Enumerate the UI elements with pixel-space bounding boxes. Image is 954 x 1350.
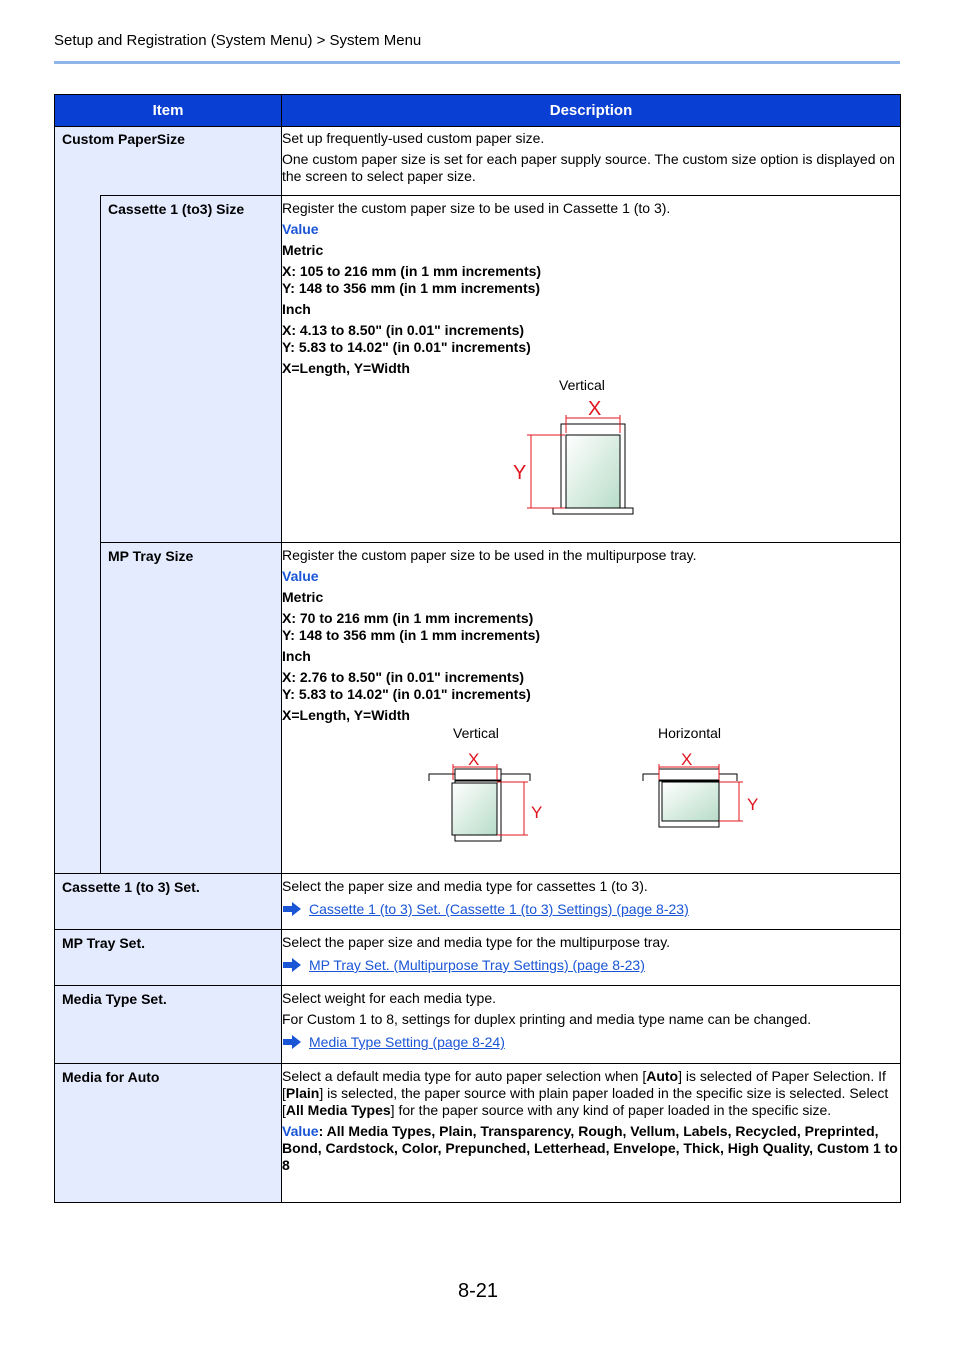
item-label-mp-tray-set: MP Tray Set. — [62, 935, 146, 951]
xy-note: X=Length, Y=Width — [282, 707, 410, 723]
table-row — [55, 986, 901, 1064]
inch-x-range: X: 4.13 to 8.50" (in 0.01" increments) — [282, 322, 525, 338]
figure-label-vertical: Vertical — [453, 725, 499, 741]
description-text: One custom paper size is set for each paper supply source. The custom size option is displayed on the screen to select paper size. — [282, 151, 895, 184]
mp-tray-settings-link[interactable]: MP Tray Set. (Multipurpose Tray Settings) (page 8-23) — [309, 957, 645, 973]
table-header-row — [55, 95, 901, 127]
inch-heading: Inch — [282, 301, 311, 317]
breadcrumb: Setup and Registration (System Menu) > System Menu — [54, 32, 422, 49]
value-heading: Value — [282, 221, 319, 237]
description-text — [282, 1068, 900, 1119]
text-run: Select a default media type for auto paper selection when [ — [282, 1068, 647, 1084]
mp-horizontal-x-label: X — [681, 750, 693, 769]
figure-label-horizontal: Horizontal — [658, 725, 722, 741]
description-cell — [282, 196, 901, 543]
text-run-bold: Plain — [285, 1085, 320, 1101]
metric-y-range: Y: 148 to 356 mm (in 1 mm increments) — [282, 280, 541, 296]
metric-y-range: Y: 148 to 356 mm (in 1 mm increments) — [282, 627, 541, 643]
description-text: Register the custom paper size to be used in the multipurpose tray. — [282, 547, 697, 563]
header-rule — [54, 61, 900, 64]
description-text: Select weight for each media type. — [282, 990, 497, 1006]
description-cell — [282, 543, 901, 874]
media-type-setting-link[interactable]: Media Type Setting (page 8-24) — [309, 1034, 505, 1050]
mp-horizontal-y-label: Y — [747, 795, 759, 814]
value-list-text: All Media Types, Plain, Transparency, Rough, Vellum, Labels, Recycled, Preprinted, Bond, Cardstock, Color, Prepunched, Letterhead, Envelope, Thick, High Quality, Custom 1 to 8 — [282, 1123, 898, 1173]
table-row — [55, 930, 901, 986]
mp-tray-figure — [282, 724, 900, 856]
text-run: ] for the paper source with any kind of paper loaded in the specific size. — [390, 1102, 832, 1118]
arrow-right-icon — [283, 1035, 301, 1049]
description-cell — [282, 127, 901, 196]
reference-link-row[interactable] — [282, 901, 900, 917]
inch-y-range: Y: 5.83 to 14.02" (in 0.01" increments) — [282, 686, 531, 702]
description-cell — [282, 1064, 901, 1203]
table-row — [55, 543, 901, 874]
text-run: ] is selected, the paper source with plain paper loaded in the specific size is selected. Select [ — [282, 1085, 889, 1118]
item-cell — [101, 543, 282, 874]
metric-heading: Metric — [282, 242, 324, 258]
item-label-cassette-set: Cassette 1 (to 3) Set. — [62, 879, 200, 895]
value-list — [282, 1123, 900, 1174]
item-label-cassette-size: Cassette 1 (to3) Size — [108, 201, 245, 217]
metric-x-range: X: 70 to 216 mm (in 1 mm increments) — [282, 610, 534, 626]
mp-vertical-tray-shape — [429, 769, 530, 841]
value-heading: Value — [282, 1123, 319, 1139]
mp-horizontal-tray-shape — [643, 769, 737, 827]
arrow-right-icon — [283, 902, 301, 916]
mp-vertical-x-label: X — [468, 750, 480, 769]
description-cell — [282, 986, 901, 1064]
item-cell — [55, 874, 282, 930]
text-run: ] is selected of Paper Selection. If [ — [282, 1068, 886, 1101]
arrow-right-icon — [283, 958, 301, 972]
text-run: : — [318, 1123, 324, 1139]
figure-label-vertical: Vertical — [559, 377, 605, 393]
cassette-tray-shape — [553, 424, 633, 514]
settings-table — [54, 94, 901, 1203]
text-run-bold: All Media Types — [285, 1102, 391, 1118]
cassette-figure — [282, 377, 900, 523]
item-indent-cell — [55, 196, 101, 874]
mp-tray-paper-diagram — [275, 724, 894, 856]
dimension-x-label: X — [588, 398, 602, 420]
inch-heading: Inch — [282, 648, 311, 664]
table-row — [55, 127, 901, 196]
reference-link-row[interactable] — [282, 957, 900, 973]
item-cell — [55, 1064, 282, 1203]
table-row — [55, 1064, 901, 1203]
cassette-paper-diagram — [275, 377, 894, 523]
description-text: Register the custom paper size to be used in Cassette 1 (to 3). — [282, 200, 671, 216]
item-cell — [55, 930, 282, 986]
item-label-media-type-set: Media Type Set. — [62, 991, 167, 1007]
description-text: For Custom 1 to 8, settings for duplex printing and media type name can be changed. — [282, 1011, 812, 1027]
metric-x-range: X: 105 to 216 mm (in 1 mm increments) — [282, 263, 542, 279]
page-number: 8-21 — [458, 1280, 499, 1302]
mp-vertical-y-label: Y — [531, 803, 543, 822]
inch-y-range: Y: 5.83 to 14.02" (in 0.01" increments) — [282, 339, 531, 355]
xy-note: X=Length, Y=Width — [282, 360, 410, 376]
dimension-y-label: Y — [513, 462, 527, 484]
item-cell — [101, 196, 282, 543]
item-label-custom-papersize: Custom PaperSize — [62, 131, 185, 147]
value-heading: Value — [282, 568, 319, 584]
table-row — [55, 874, 901, 930]
description-text: Select the paper size and media type for the multipurpose tray. — [282, 934, 671, 950]
table-row — [55, 196, 901, 543]
description-cell — [282, 874, 901, 930]
inch-x-range: X: 2.76 to 8.50" (in 0.01" increments) — [282, 669, 525, 685]
item-cell — [55, 986, 282, 1064]
text-run-bold: Auto — [646, 1068, 679, 1084]
metric-heading: Metric — [282, 589, 324, 605]
description-cell — [282, 930, 901, 986]
column-header-item: Item — [55, 95, 282, 127]
reference-link-row[interactable] — [282, 1034, 900, 1050]
item-label-mp-tray-size: MP Tray Size — [108, 548, 194, 564]
description-text: Set up frequently-used custom paper size. — [282, 130, 545, 146]
item-label-media-for-auto: Media for Auto — [62, 1069, 160, 1085]
description-text: Select the paper size and media type for cassettes 1 (to 3). — [282, 878, 648, 894]
column-header-description: Description — [282, 95, 901, 127]
item-cell — [55, 127, 282, 196]
cassette-settings-link[interactable]: Cassette 1 (to 3) Set. (Cassette 1 (to 3) Settings) (page 8-23) — [309, 901, 689, 917]
